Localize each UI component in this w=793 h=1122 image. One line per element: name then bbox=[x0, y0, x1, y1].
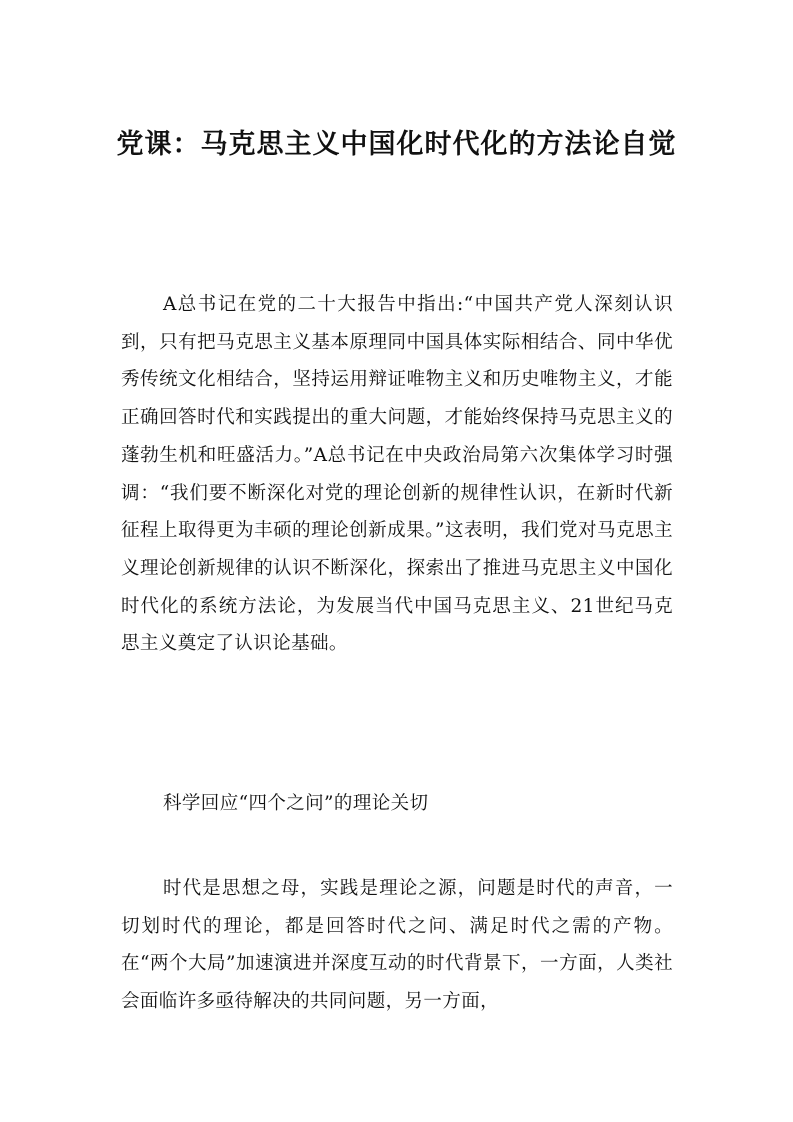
section-heading: 科学回应“四个之问”的理论关切 bbox=[163, 793, 429, 814]
intro-paragraph: A总书记在党的二十大报告中指出:“中国共产党人深刻认识到，只有把马克思主义基本原理同中国具体实际相结合、同中华优秀传统文化相结合，坚持运用辩证唯物主义和历史唯物主义，才能正确回答时代和实践提出的重大问题，才能始终保持马克思主义的蓬勃生机和旺盛活力。”A总书记在中央政治局第六次集体学习时强调：“我们要不断深化对党的理论创新的规律性认识，在新时代新征程上取得更为丰硕的理论创新成果。”这表明，我们党对马克思主义理论创新规律的认识不断深化，探索出了推进马克思主义中国化时代化的系统方法论，为发展当代中国马克思主义、21世纪马克思主义奠定了认识论基础。 bbox=[121, 294, 673, 655]
body-paragraph: 时代是思想之母，实践是理论之源，问题是时代的声音，一切划时代的理论，都是回答时代之问、满足时代之需的产物。在“两个大局”加速演进并深度互动的时代背景下，一方面，人类社会面临许多亟待解决的共同问题，另一方面， bbox=[121, 878, 673, 1013]
document-title: 党课：马克思主义中国化时代化的方法论自觉 bbox=[116, 129, 677, 160]
